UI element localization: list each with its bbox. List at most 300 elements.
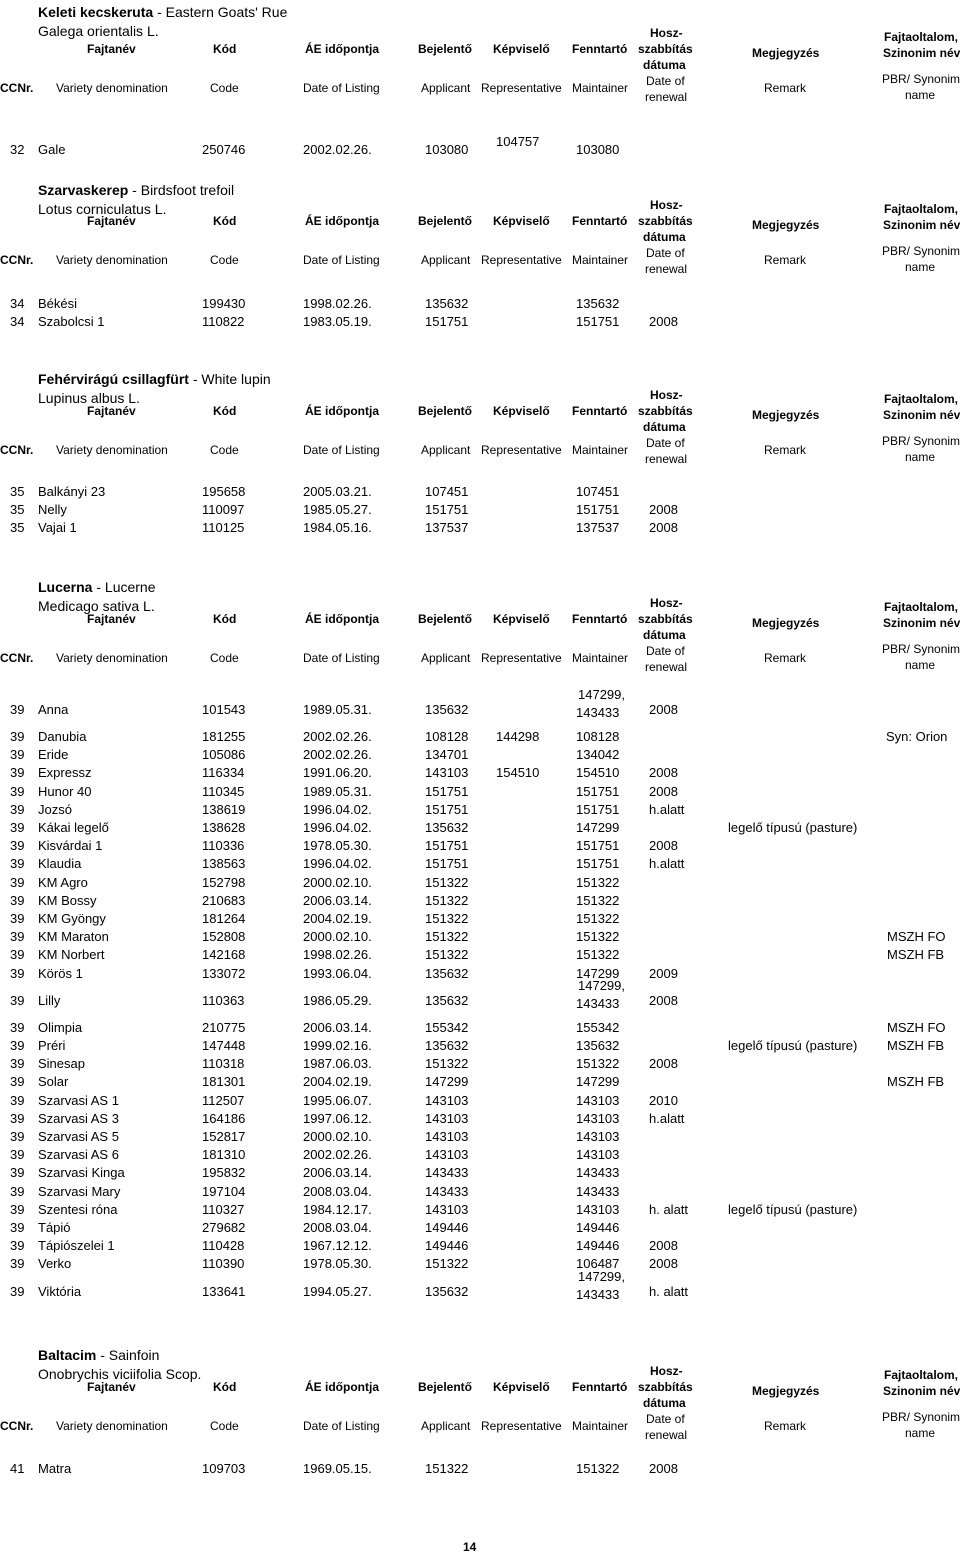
header-listing-en: Date of Listing <box>303 651 380 665</box>
header-ccnr: CCNr. <box>0 443 34 457</box>
header-renewal-hu-1: Hosz- <box>650 26 683 40</box>
row-ccnr: 39 <box>10 892 25 908</box>
row-listing-date: 1998.02.26. <box>303 296 372 311</box>
header-synonym-en-2: name <box>905 450 936 464</box>
row-applicant: 151751 <box>425 838 469 854</box>
row-maintainer: 151322 <box>576 1056 620 1072</box>
row-variety-name: Szarvasi AS 5 <box>38 1129 119 1144</box>
row-renewal: 2008 <box>649 1238 678 1254</box>
row-listing-date: 1986.05.29. <box>303 992 372 1008</box>
row-listing-date: 2006.03.14. <box>303 1165 372 1181</box>
header-representative-hu: Képviselő <box>493 214 550 228</box>
row-ccnr: 39 <box>10 992 25 1008</box>
header-code-en: Code <box>210 1419 239 1433</box>
row-renewal: h.alatt <box>649 856 685 872</box>
row-listing-date: 2008.03.04. <box>303 1220 372 1235</box>
header-synonym-en-1: PBR/ Synonim <box>882 244 960 258</box>
row-listing-date: 1984.05.16. <box>303 520 372 535</box>
row-maintainer: 155342 <box>576 1019 620 1035</box>
header-renewal-hu-2: szabbítás <box>638 1380 693 1394</box>
row-listing-date: 2000.02.10. <box>303 1129 372 1144</box>
row-representative: 104757 <box>496 134 540 149</box>
row-maintainer: 151751 <box>576 838 620 854</box>
row-applicant: 134701 <box>425 747 469 763</box>
row-listing-date: 1994.05.27. <box>303 1283 372 1299</box>
row-renewal: 2008 <box>649 783 678 799</box>
header-code-hu: Kód <box>213 42 237 56</box>
header-applicant-en: Applicant <box>421 1419 471 1433</box>
row-listing-date: 2006.03.14. <box>303 1019 372 1035</box>
row-maintainer: 151322 <box>576 892 620 908</box>
row-code: 110336 <box>202 838 245 854</box>
row-ccnr: 39 <box>10 1110 25 1126</box>
row-ccnr: 39 <box>10 1165 25 1181</box>
row-variety-name: Gale <box>38 142 66 157</box>
row-listing-date: 1978.05.30. <box>303 1256 372 1272</box>
row-maintainer: 147299, <box>578 687 625 702</box>
header-synonym-en-2: name <box>905 1426 936 1440</box>
row-applicant: 155342 <box>425 1019 469 1035</box>
row-code: 138563 <box>202 856 246 872</box>
row-variety-name: Sinesap <box>38 1056 85 1072</box>
row-maintainer: 135632 <box>576 296 620 311</box>
row-code: 110345 <box>202 783 245 799</box>
row-synonym: MSZH FB <box>887 1038 945 1053</box>
row-ccnr: 39 <box>10 965 25 981</box>
row-applicant: 151322 <box>425 1056 469 1072</box>
header-renewal-hu-2: szabbítás <box>638 42 693 56</box>
row-renewal: 2010 <box>649 1092 678 1108</box>
row-renewal: 2008 <box>649 838 678 854</box>
row-variety-name: KM Bossy <box>38 892 97 908</box>
row-listing-date: 2002.02.26. <box>303 747 372 763</box>
row-maintainer-2: 143433 <box>576 705 620 720</box>
header-synonym-hu-1: Fajtaoltalom, <box>884 600 959 614</box>
row-code: 112507 <box>202 1092 245 1108</box>
row-code: 138619 <box>202 801 246 817</box>
header-ccnr: CCNr. <box>0 81 34 95</box>
row-code: 210683 <box>202 892 246 908</box>
row-ccnr: 39 <box>10 801 25 817</box>
section-title-hu: Lucerna <box>38 579 93 595</box>
header-synonym-hu-2: Szinonim név <box>883 46 960 60</box>
row-maintainer: 147299 <box>576 1074 620 1090</box>
row-maintainer: 143433 <box>576 1165 620 1181</box>
row-renewal: 2008 <box>649 1461 678 1476</box>
header-synonym-en-2: name <box>905 658 936 672</box>
section-latin-name: Onobrychis viciifolia Scop. <box>38 1366 202 1382</box>
row-code: 110327 <box>202 1201 245 1217</box>
row-ccnr: 35 <box>10 520 25 535</box>
header-renewal-hu-3: dátuma <box>643 628 686 642</box>
row-variety-name: Körös 1 <box>38 965 83 981</box>
row-ccnr: 39 <box>10 1074 25 1090</box>
row-code: 152798 <box>202 874 246 890</box>
header-renewal-en-1: Date of <box>646 1412 685 1426</box>
row-code: 147448 <box>202 1038 246 1053</box>
row-renewal: 2008 <box>649 502 678 517</box>
header-remark-hu: Megjegyzés <box>752 46 820 60</box>
row-ccnr: 39 <box>10 783 25 799</box>
row-applicant: 137537 <box>425 520 469 535</box>
row-listing-date: 1998.02.26. <box>303 947 372 963</box>
header-renewal-en-1: Date of <box>646 246 685 260</box>
row-variety-name: Kákai legelő <box>38 820 109 835</box>
row-code: 110363 <box>202 992 245 1008</box>
row-ccnr: 34 <box>10 314 25 329</box>
header-renewal-hu-1: Hosz- <box>650 198 683 212</box>
header-applicant-hu: Bejelentő <box>418 1380 473 1394</box>
row-listing-date: 1967.12.12. <box>303 1238 372 1254</box>
row-code: 181264 <box>202 911 246 926</box>
header-variety-hu: Fajtanév <box>87 42 136 56</box>
row-variety-name: Vajai 1 <box>38 520 77 535</box>
row-applicant: 108128 <box>425 729 469 744</box>
row-maintainer: 151751 <box>576 856 620 872</box>
row-code: 152808 <box>202 929 246 945</box>
row-maintainer-2: 143433 <box>576 995 620 1011</box>
section-title-en: - Birdsfoot trefoil <box>128 182 235 198</box>
row-ccnr: 39 <box>10 1183 25 1199</box>
row-maintainer: 147299, <box>578 977 625 993</box>
row-maintainer: 151751 <box>576 502 620 517</box>
section-title <box>38 182 234 198</box>
row-ccnr: 35 <box>10 484 25 499</box>
row-variety-name: Solar <box>38 1074 69 1090</box>
row-code: 195832 <box>202 1165 246 1181</box>
row-remark: legelő típusú (pasture) <box>728 820 858 835</box>
row-ccnr: 39 <box>10 1129 25 1144</box>
row-listing-date: 1969.05.15. <box>303 1461 372 1476</box>
row-renewal: 2008 <box>649 520 678 535</box>
header-listing-hu: ÁE időpontja <box>305 404 379 418</box>
row-ccnr: 39 <box>10 1019 25 1035</box>
row-listing-date: 2002.02.26. <box>303 1147 372 1163</box>
row-listing-date: 2000.02.10. <box>303 874 372 890</box>
header-listing-hu: ÁE időpontja <box>305 42 379 56</box>
row-applicant: 149446 <box>425 1220 469 1235</box>
header-renewal-en-2: renewal <box>645 1428 688 1442</box>
row-listing-date: 1989.05.31. <box>303 783 372 799</box>
header-maintainer-en: Maintainer <box>572 651 629 665</box>
row-ccnr: 39 <box>10 765 25 781</box>
row-listing-date: 1996.04.02. <box>303 856 372 872</box>
row-maintainer: 147299, <box>578 1268 625 1284</box>
row-listing-date: 2002.02.26. <box>303 142 372 157</box>
header-applicant-hu: Bejelentő <box>418 404 473 418</box>
row-renewal: 2008 <box>649 765 678 781</box>
row-remark: legelő típusú (pasture) <box>728 1038 858 1053</box>
header-variety-hu: Fajtanév <box>87 214 136 228</box>
header-synonym-en-1: PBR/ Synonim <box>882 72 960 86</box>
row-code: 142168 <box>202 947 246 963</box>
row-applicant: 151751 <box>425 783 469 799</box>
row-variety-name: Tápiószelei 1 <box>38 1238 115 1254</box>
row-ccnr: 32 <box>10 142 25 157</box>
row-variety-name: Szarvasi AS 6 <box>38 1147 119 1163</box>
row-variety-name: Szarvasi Mary <box>38 1183 121 1199</box>
row-maintainer: 149446 <box>576 1220 620 1235</box>
row-maintainer: 143103 <box>576 1110 620 1126</box>
header-renewal-en-2: renewal <box>645 262 688 276</box>
header-variety-en: Variety denomination <box>56 651 168 665</box>
header-renewal-hu-3: dátuma <box>643 58 686 72</box>
row-code: 197104 <box>202 1183 246 1199</box>
row-maintainer: 151322 <box>576 911 620 926</box>
header-maintainer-en: Maintainer <box>572 1419 629 1433</box>
header-code-en: Code <box>210 81 239 95</box>
row-maintainer: 151322 <box>576 1461 620 1476</box>
header-listing-en: Date of Listing <box>303 81 380 95</box>
row-maintainer: 154510 <box>576 765 620 781</box>
header-representative-en: Representative <box>481 443 562 457</box>
header-renewal-hu-1: Hosz- <box>650 596 683 610</box>
row-variety-name: Eride <box>38 747 69 763</box>
row-maintainer: 143433 <box>576 1183 620 1199</box>
row-renewal: h.alatt <box>649 801 685 817</box>
row-maintainer: 151322 <box>576 874 620 890</box>
row-applicant: 143103 <box>425 1201 469 1217</box>
row-variety-name: Olimpia <box>38 1019 83 1035</box>
row-ccnr: 41 <box>10 1461 25 1476</box>
section-title-en: - Lucerne <box>92 579 156 595</box>
row-applicant: 151322 <box>425 874 469 890</box>
row-applicant: 151751 <box>425 314 469 329</box>
row-maintainer: 151751 <box>576 314 620 329</box>
header-synonym-en-1: PBR/ Synonim <box>882 1410 960 1424</box>
row-variety-name: Verko <box>38 1256 72 1272</box>
header-maintainer-hu: Fenntartó <box>572 612 628 626</box>
header-code-hu: Kód <box>213 214 237 228</box>
section-title <box>38 1347 159 1363</box>
header-renewal-en-1: Date of <box>646 74 685 88</box>
header-variety-en: Variety denomination <box>56 81 168 95</box>
row-listing-date: 1987.06.03. <box>303 1056 372 1072</box>
section-latin-name: Lupinus albus L. <box>38 390 140 406</box>
row-applicant: 107451 <box>425 484 469 499</box>
header-ccnr: CCNr. <box>0 1419 34 1433</box>
row-listing-date: 1999.02.16. <box>303 1038 372 1053</box>
header-synonym-en-2: name <box>905 260 936 274</box>
header-representative-en: Representative <box>481 81 562 95</box>
header-synonym-hu-2: Szinonim név <box>883 616 960 630</box>
row-synonym: MSZH FB <box>887 947 945 963</box>
header-maintainer-en: Maintainer <box>572 253 629 267</box>
row-remark: legelő típusú (pasture) <box>728 1201 858 1217</box>
row-applicant: 151322 <box>425 1256 469 1272</box>
row-code: 109703 <box>202 1461 246 1476</box>
row-code: 133641 <box>202 1283 246 1299</box>
row-listing-date: 2005.03.21. <box>303 484 372 499</box>
header-synonym-hu-1: Fajtaoltalom, <box>884 1368 959 1382</box>
row-applicant: 135632 <box>425 820 469 835</box>
row-ccnr: 39 <box>10 702 25 717</box>
row-applicant: 143103 <box>425 1110 469 1126</box>
row-renewal: 2009 <box>649 965 678 981</box>
row-maintainer: 151322 <box>576 947 620 963</box>
header-remark-en: Remark <box>764 81 807 95</box>
row-listing-date: 1995.06.07. <box>303 1092 372 1108</box>
row-code: 110428 <box>202 1238 245 1254</box>
page-number: 14 <box>463 1540 477 1554</box>
header-listing-hu: ÁE időpontja <box>305 214 379 228</box>
row-listing-date: 1993.06.04. <box>303 965 372 981</box>
row-applicant: 143103 <box>425 1129 469 1144</box>
row-variety-name: Expressz <box>38 765 92 781</box>
section-title <box>38 4 287 20</box>
row-synonym: MSZH FO <box>887 929 946 945</box>
row-applicant: 151322 <box>425 892 469 908</box>
header-applicant-en: Applicant <box>421 81 471 95</box>
row-listing-date: 2008.03.04. <box>303 1183 372 1199</box>
row-applicant: 151322 <box>425 1461 469 1476</box>
header-maintainer-en: Maintainer <box>572 443 629 457</box>
row-synonym: Syn: Orion <box>886 729 948 744</box>
row-listing-date: 2004.02.19. <box>303 911 372 926</box>
row-code: 181301 <box>202 1074 246 1090</box>
row-listing-date: 1989.05.31. <box>303 702 372 717</box>
header-remark-en: Remark <box>764 253 807 267</box>
section-latin-name: Lotus corniculatus L. <box>38 201 167 217</box>
header-representative-hu: Képviselő <box>493 1380 550 1394</box>
row-applicant: 135632 <box>425 1038 469 1053</box>
row-listing-date: 2006.03.14. <box>303 892 372 908</box>
header-applicant-hu: Bejelentő <box>418 42 473 56</box>
header-synonym-en-1: PBR/ Synonim <box>882 642 960 656</box>
row-renewal: 2008 <box>649 1056 678 1072</box>
row-code: 181255 <box>202 729 246 744</box>
section-latin-name: Galega orientalis L. <box>38 23 159 39</box>
row-applicant: 151751 <box>425 502 469 517</box>
header-maintainer-hu: Fenntartó <box>572 404 628 418</box>
header-representative-hu: Képviselő <box>493 612 550 626</box>
row-maintainer: 137537 <box>576 520 620 535</box>
row-maintainer: 106487 <box>576 1256 620 1272</box>
row-applicant: 147299 <box>425 1074 469 1090</box>
row-variety-name: Hunor 40 <box>38 783 92 799</box>
row-applicant: 135632 <box>425 296 469 311</box>
header-remark-hu: Megjegyzés <box>752 408 820 422</box>
row-listing-date: 1997.06.12. <box>303 1110 372 1126</box>
section-title-en: - Sainfoin <box>96 1347 160 1363</box>
row-applicant: 143103 <box>425 1092 469 1108</box>
header-code-en: Code <box>210 443 239 457</box>
row-maintainer-2: 143433 <box>576 1286 620 1302</box>
row-ccnr: 39 <box>10 1283 25 1299</box>
header-applicant-en: Applicant <box>421 443 471 457</box>
row-code: 279682 <box>202 1220 246 1235</box>
section-title <box>38 579 156 595</box>
row-variety-name: Matra <box>38 1461 72 1476</box>
row-variety-name: Préri <box>38 1038 66 1053</box>
row-code: 250746 <box>202 142 246 157</box>
header-applicant-hu: Bejelentő <box>418 612 473 626</box>
row-variety-name: Anna <box>38 702 69 717</box>
row-maintainer: 147299 <box>576 965 620 981</box>
row-maintainer: 134042 <box>576 747 620 763</box>
row-ccnr: 39 <box>10 911 25 926</box>
row-maintainer: 107451 <box>576 484 620 499</box>
section-title-en: - White lupin <box>188 371 271 387</box>
row-variety-name: Békési <box>38 296 78 311</box>
row-ccnr: 39 <box>10 1147 25 1163</box>
row-applicant: 143103 <box>425 765 469 781</box>
row-maintainer: 151751 <box>576 801 620 817</box>
header-maintainer-hu: Fenntartó <box>572 1380 628 1394</box>
header-listing-en: Date of Listing <box>303 443 380 457</box>
header-remark-hu: Megjegyzés <box>752 616 820 630</box>
section-title-hu: Keleti kecskeruta <box>38 4 154 20</box>
header-applicant-en: Applicant <box>421 651 471 665</box>
header-listing-en: Date of Listing <box>303 253 380 267</box>
row-variety-name: Szarvasi Kinga <box>38 1165 125 1181</box>
row-ccnr: 39 <box>10 747 25 763</box>
row-applicant: 151322 <box>425 911 469 926</box>
row-maintainer: 108128 <box>576 729 620 744</box>
header-renewal-en-2: renewal <box>645 90 688 104</box>
row-applicant: 149446 <box>425 1238 469 1254</box>
row-code: 133072 <box>202 965 246 981</box>
row-ccnr: 39 <box>10 856 25 872</box>
header-synonym-hu-2: Szinonim név <box>883 1384 960 1398</box>
header-renewal-hu-3: dátuma <box>643 420 686 434</box>
row-code: 164186 <box>202 1110 246 1126</box>
header-applicant-hu: Bejelentő <box>418 214 473 228</box>
row-variety-name: Jozsó <box>38 801 72 817</box>
row-maintainer: 149446 <box>576 1238 620 1254</box>
header-representative-hu: Képviselő <box>493 404 550 418</box>
header-renewal-en-1: Date of <box>646 644 685 658</box>
row-variety-name: Nelly <box>38 502 67 517</box>
row-applicant: 143433 <box>425 1183 469 1199</box>
row-listing-date: 1984.12.17. <box>303 1201 372 1217</box>
section-title-hu: Baltacim <box>38 1347 97 1363</box>
header-applicant-en: Applicant <box>421 253 471 267</box>
header-maintainer-en: Maintainer <box>572 81 629 95</box>
row-maintainer: 151322 <box>576 929 620 945</box>
header-maintainer-hu: Fenntartó <box>572 42 628 56</box>
header-variety-en: Variety denomination <box>56 1419 168 1433</box>
row-applicant: 151751 <box>425 801 469 817</box>
row-listing-date: 2002.02.26. <box>303 729 372 744</box>
header-remark-hu: Megjegyzés <box>752 218 820 232</box>
header-renewal-hu-2: szabbítás <box>638 214 693 228</box>
header-representative-en: Representative <box>481 651 562 665</box>
row-variety-name: KM Maraton <box>38 929 109 945</box>
row-ccnr: 39 <box>10 1256 25 1272</box>
header-code-hu: Kód <box>213 612 237 626</box>
header-synonym-hu-1: Fajtaoltalom, <box>884 30 959 44</box>
row-ccnr: 39 <box>10 1238 25 1254</box>
row-renewal: 2008 <box>649 314 678 329</box>
row-variety-name: Klaudia <box>38 856 82 872</box>
header-ccnr: CCNr. <box>0 651 34 665</box>
header-variety-hu: Fajtanév <box>87 1380 136 1394</box>
row-code: 101543 <box>202 702 246 717</box>
row-synonym: MSZH FB <box>887 1074 945 1090</box>
header-remark-en: Remark <box>764 651 807 665</box>
row-code: 105086 <box>202 747 246 763</box>
row-ccnr: 39 <box>10 947 25 963</box>
row-applicant: 151322 <box>425 929 469 945</box>
row-variety-name: Kisvárdai 1 <box>38 838 103 854</box>
row-variety-name: Danubia <box>38 729 87 744</box>
header-variety-hu: Fajtanév <box>87 404 136 418</box>
row-ccnr: 39 <box>10 1201 25 1217</box>
header-listing-hu: ÁE időpontja <box>305 612 379 626</box>
header-renewal-en-2: renewal <box>645 452 688 466</box>
row-renewal: 2008 <box>649 702 678 717</box>
